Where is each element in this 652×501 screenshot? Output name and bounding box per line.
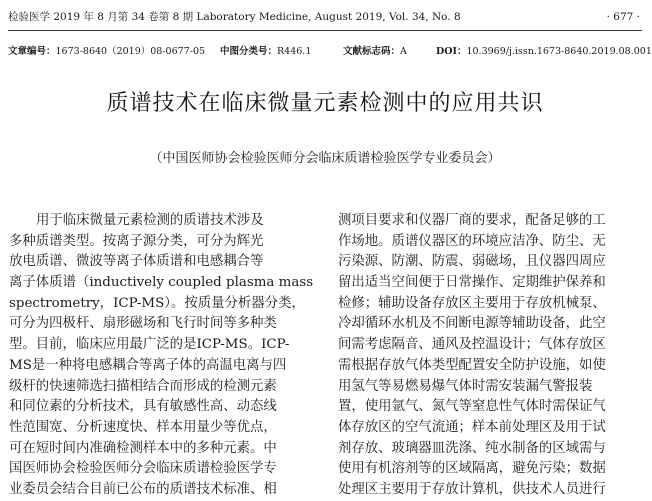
body-column-right: [338, 211, 642, 497]
body-line: 剂存放、玻璃器皿洗涤、纯水制备的区域需与: [338, 440, 606, 456]
body-line: 污染源、防潮、防震、弱磁场，且仪器四周应: [338, 254, 606, 270]
article-title: 质谱技术在临床微量元素检测中的应用共识: [106, 91, 544, 116]
document-code-value: A: [400, 46, 407, 57]
body-line: 使用有机溶剂等的区域隔离，避免污染；数据: [338, 461, 606, 477]
body-line: 性范围宽、分析速度快、样本用量少等优点，: [9, 419, 277, 435]
body-line: 业委员会结合目前已公布的质谱技术标准、相: [9, 481, 277, 497]
body-line: 处理区主要用于存放计算机，供技术人员进行: [338, 481, 606, 497]
body-line: 多种质谱类型。按离子源分类，可分为辉光: [9, 233, 264, 249]
article-number-label: 文章编号：: [8, 46, 56, 57]
body-line: 可分为四极杆、扇形磁场和飞行时间等多种类: [9, 316, 277, 332]
body-line: 留出适当空间便于日常操作、定期维护保养和: [338, 275, 606, 291]
article-number-value: 1673-8640（2019）08-0677-05: [55, 46, 206, 57]
page-number: · 677 ·: [606, 11, 640, 23]
body-line: 置，使用氩气、氮气等窒息性气体时需保证气: [338, 399, 606, 415]
body-line: 用于临床微量元素检测的质谱技术涉及: [36, 213, 264, 228]
body-line: 型。目前，临床应用最广泛的是ICP-MS。ICP-: [9, 337, 290, 353]
body-line: 需根据存放气体类型配置安全防护设施，如使: [338, 357, 606, 373]
clc-number: [220, 45, 311, 59]
body-line: 间需考虑隔音、通风及控温设计；气体存放区: [338, 337, 606, 353]
body-line: 作场地。质谱仪器区的环境应洁净、防尘、无: [338, 233, 606, 249]
body-line: 用氢气等易燃易爆气体时需安装漏气警报装: [338, 378, 593, 394]
article-metadata: [8, 45, 652, 59]
body-line: 放电质谱、微波等离子体质谱和电感耦合等: [9, 254, 264, 270]
author-affiliation: （中国医师协会检验医师分会临床质谱检验医学专业委员会）: [149, 151, 501, 166]
doi-label: DOI：: [436, 46, 467, 57]
clc-value: R446.1: [277, 46, 312, 57]
body-line: 冷却循环水机及不间断电源等辅助设备，此空: [338, 316, 606, 332]
doi: [436, 45, 652, 59]
body-line: 检修；辅助设备存放区主要用于存放机械泵、: [338, 295, 606, 311]
body-line: 测项目要求和仪器厂商的要求，配备足够的工: [338, 213, 606, 228]
body-line: MS是一种将电感耦合等离子体的高温电离与四: [9, 357, 287, 373]
body-line: 国医师协会检验医师分会临床质谱检验医学专: [9, 461, 277, 477]
body-line: 体存放区的空气流通；样本前处理区及用于试: [338, 419, 606, 435]
body-line: 可在短时间内准确检测样本中的多种元素。中: [9, 440, 277, 456]
journal-citation: 检验医学 2019 年 8 月第 34 卷第 8 期 Laboratory Medicine, August 2019, Vol. 34, No. 8: [8, 11, 461, 23]
article-number: [8, 45, 205, 59]
running-header: [8, 10, 642, 24]
document-code-label: 文献标志码：: [343, 46, 401, 57]
clc-label: 中图分类号：: [220, 46, 278, 57]
body-column-left: [9, 211, 314, 497]
document-code: [343, 45, 407, 59]
body-line: 级杆的快速筛选扫描相结合而形成的检测元素: [9, 378, 277, 394]
body-line: 离子体质谱（inductively coupled plasma mass: [9, 275, 314, 291]
body-line: 和同位素的分析技术，具有敏感性高、动态线: [9, 399, 277, 415]
doi-value: 10.3969/j.issn.1673-8640.2019.08.001: [466, 46, 652, 57]
body-line: spectrometry，ICP-MS）。按质量分析器分类，: [9, 295, 305, 311]
header-divider: [8, 30, 642, 31]
